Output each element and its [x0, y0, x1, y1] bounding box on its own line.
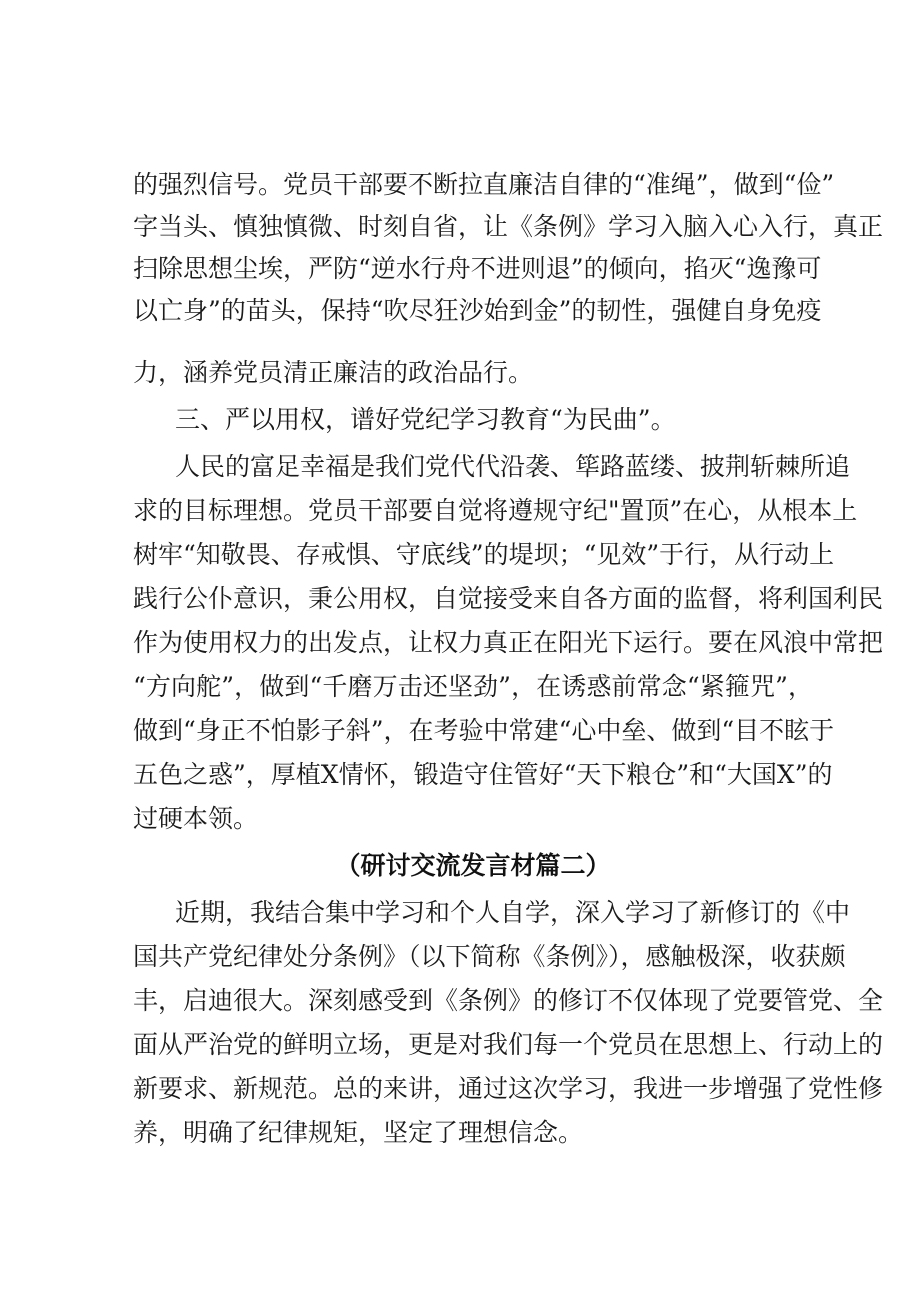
paragraph-line: 的强烈信号。党员干部要不断拉直廉洁自律的“准绳”，做到“俭” [133, 170, 835, 199]
paragraph-line: 作为使用权力的出发点，让权力真正在阳光下运行。要在风浪中常把 [133, 628, 884, 657]
paragraph-line: 国共产党纪律处分条例》（以下简称《条例》），感触极深，收获颇 [133, 942, 846, 971]
article-title: （研讨交流发言材篇二） [335, 851, 611, 880]
paragraph-line: 养，明确了纪律规矩，坚定了理想信念。 [133, 1118, 584, 1147]
paragraph-line: 字当头、慎独慎微、时刻自省，让《条例》学习入脑入心入行，真正 [133, 212, 884, 241]
section-heading: 三、严以用权，谱好党纪学习教育“为民曲”。 [175, 405, 676, 434]
paragraph-line: 扫除思想尘埃，严防“逆水行舟不进则退”的倾向，掐灭“逸豫可 [133, 254, 822, 283]
paragraph-line: 面从严治党的鲜明立场，更是对我们每一个党员在思想上、行动上的 [133, 1030, 884, 1059]
paragraph-line: 求的目标理想。党员干部要自觉将遵规守纪"置顶”在心，从根本上 [133, 496, 858, 525]
paragraph-line: 近期，我结合集中学习和个人自学，深入学习了新修订的《中 [175, 898, 851, 927]
paragraph-line: 以亡身”的苗头，保持“吹尽狂沙始到金”的韧性，强健自身免疫 [133, 296, 822, 325]
paragraph-line: “方向舵”，做到“千磨万击还坚劲”，在诱惑前常念“紧箍咒”， [133, 672, 813, 701]
paragraph-line: 五色之惑”，厚植X情怀，锻造守住管好“天下粮仓”和“大国X”的 [133, 760, 833, 789]
paragraph-line: 新要求、新规范。总的来讲，通过这次学习，我进一步增强了党性修 [133, 1074, 884, 1103]
paragraph-line: 过硬本领。 [133, 804, 259, 833]
paragraph-line: 做到“身正不怕影子斜”，在考验中常建“心中垒、做到“目不眩于 [133, 716, 835, 745]
paragraph-line: 力，涵养党员清正廉洁的政治品行。 [133, 358, 534, 387]
paragraph-line: 丰，启迪很大。深刻感受到《条例》的修订不仅体现了党要管党、全 [133, 986, 884, 1015]
paragraph-line: 人民的富足幸福是我们党代代沿袭、筚路蓝缕、披荆斩棘所追 [175, 452, 851, 481]
paragraph-line: 践行公仆意识，秉公用权，自觉接受来自各方面的监督，将利国利民 [133, 584, 884, 613]
paragraph-line: 树牢“知敬畏、存戒惧、守底线”的堤坝；“见效”于行，从行动上 [133, 540, 835, 569]
